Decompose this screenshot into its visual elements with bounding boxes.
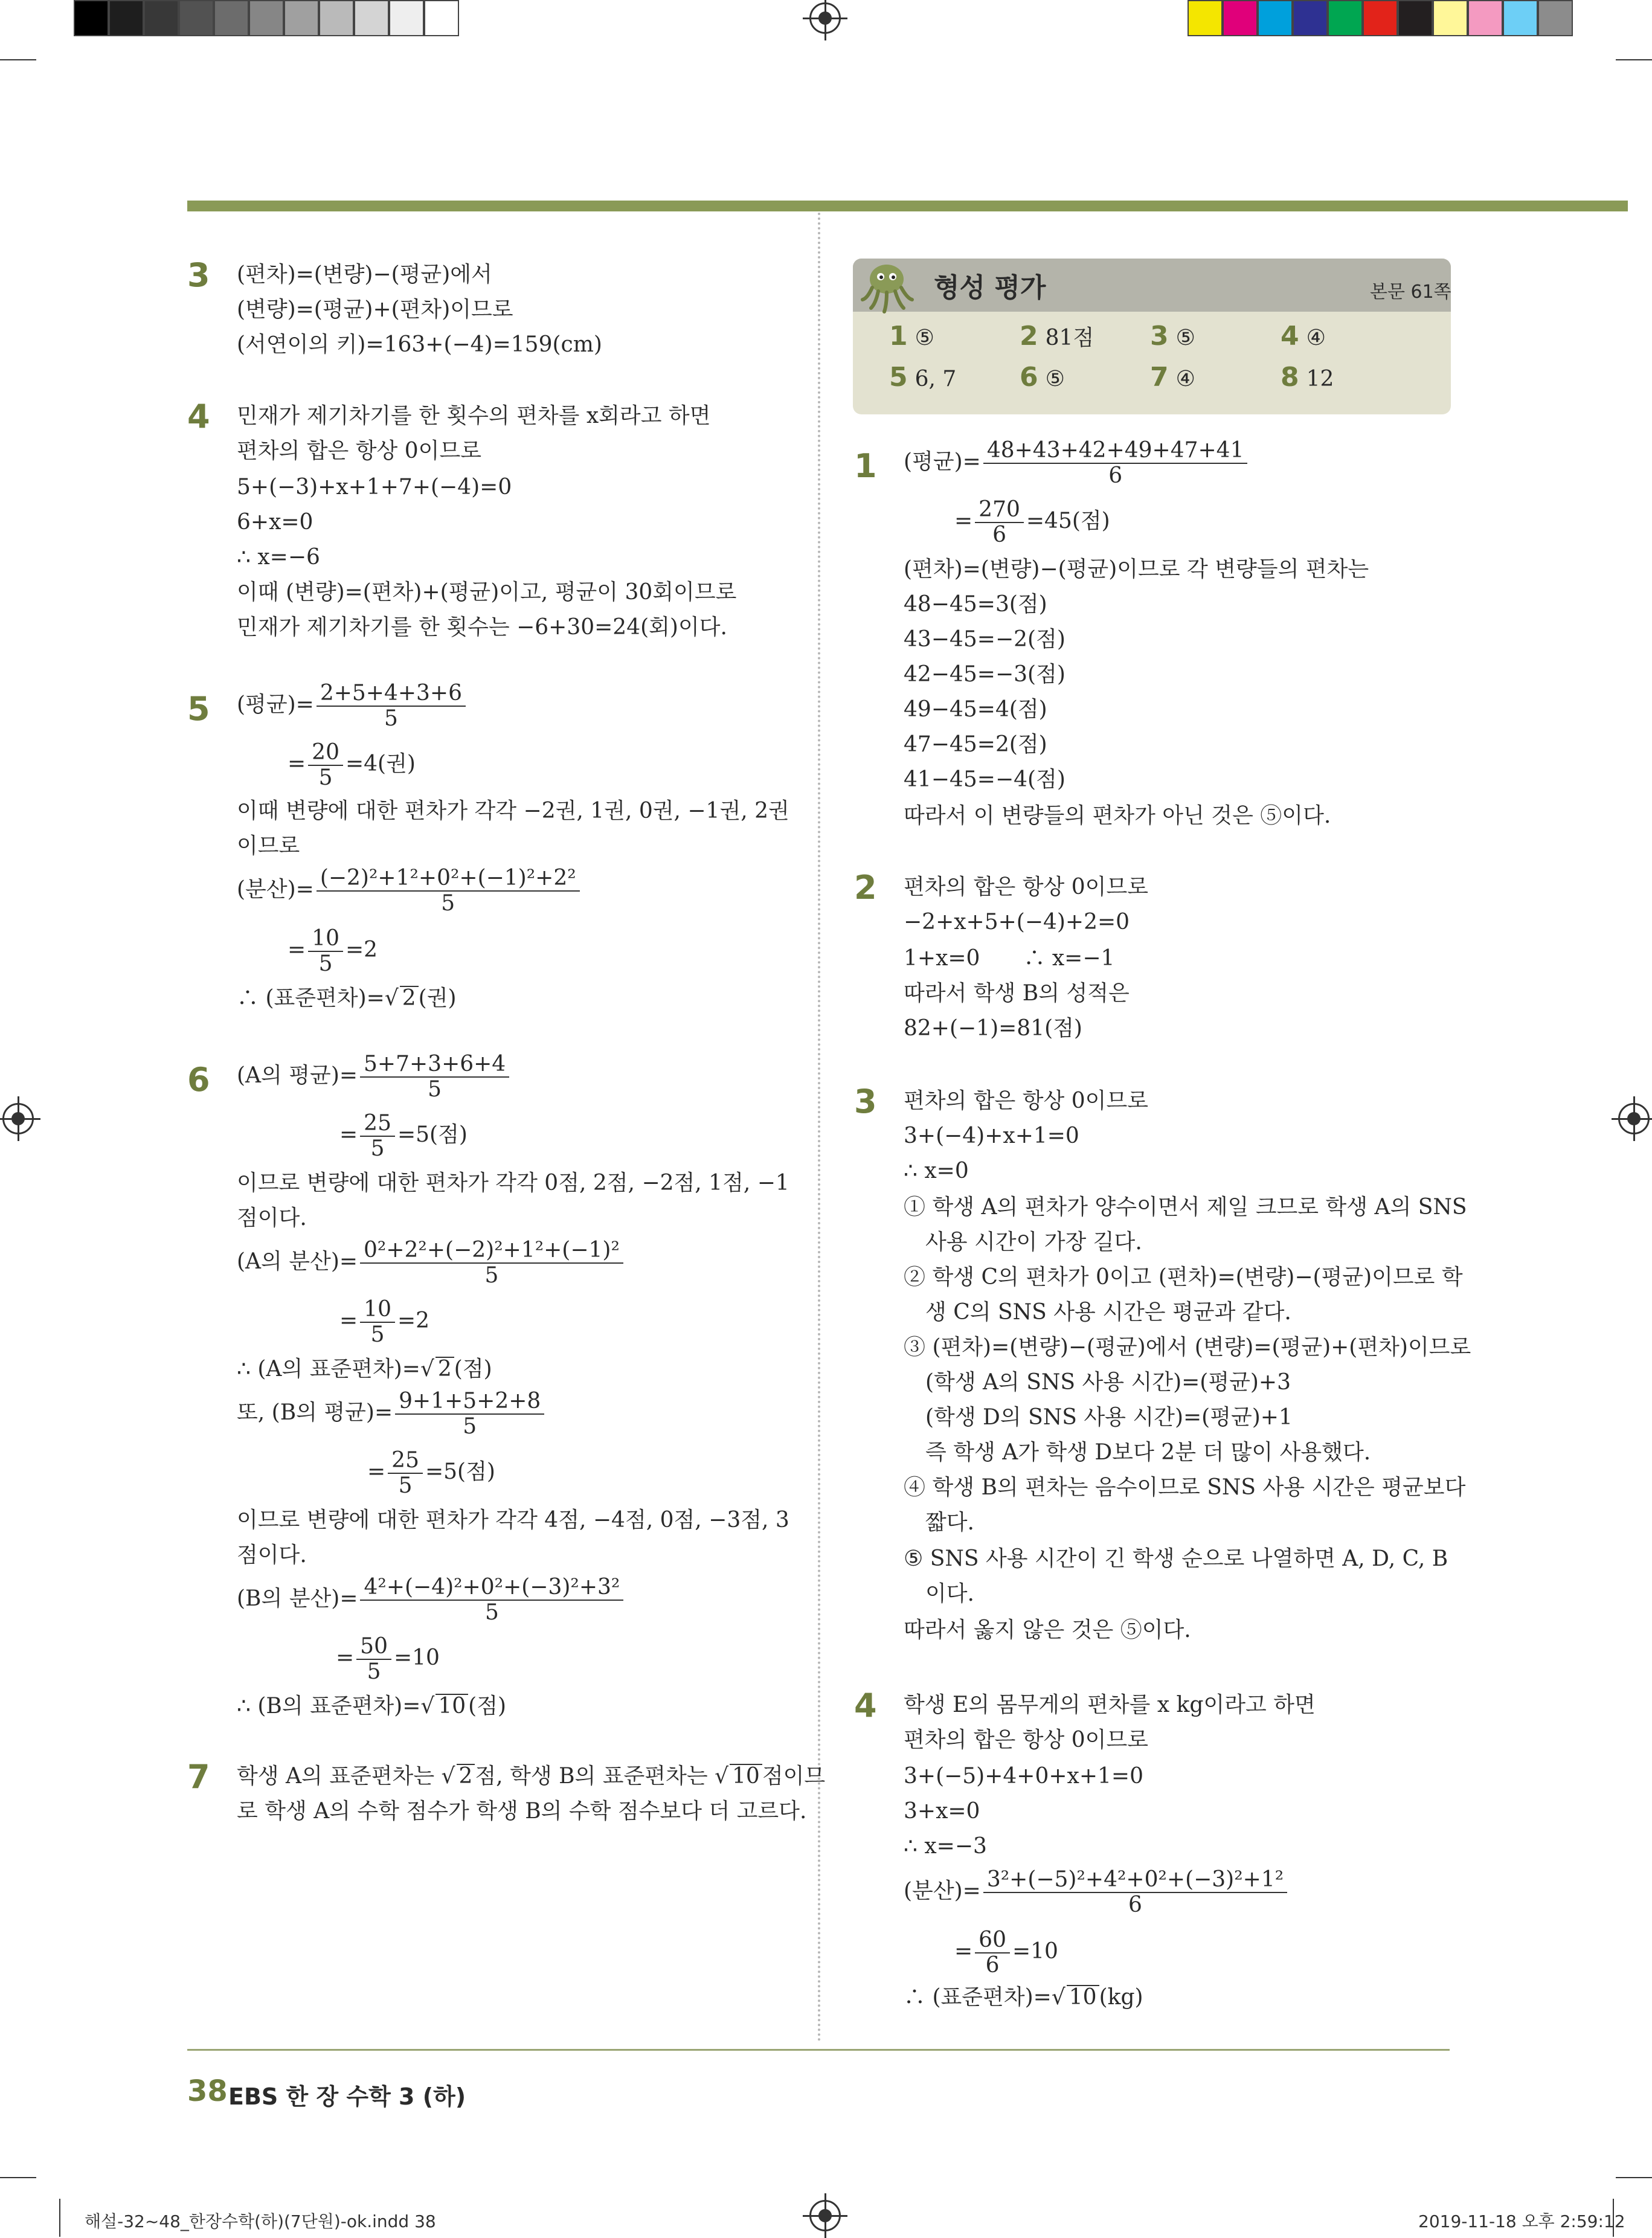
numerator: 270 <box>975 498 1024 523</box>
numerator: 60 <box>975 1928 1010 1953</box>
equation-lhs: (A의 분산)= <box>237 1249 358 1274</box>
equation-line <box>237 681 468 731</box>
text-line: 3+x=0 <box>904 1799 980 1824</box>
answer-number: 7 <box>1150 362 1169 393</box>
denominator: 5 <box>370 1322 385 1347</box>
text-line: 따라서 학생 B의 성적은 <box>904 981 1130 1006</box>
answer-number: 4 <box>1281 321 1299 352</box>
equation-rhs: =5(점) <box>425 1459 495 1484</box>
text-line: 점이다. <box>237 1543 307 1568</box>
answer-value: 6, 7 <box>914 367 957 391</box>
denominator: 6 <box>985 1953 1000 1978</box>
equals-sign: = <box>288 751 306 776</box>
text-segment: 학생 A의 표준편차는 <box>237 1764 442 1789</box>
text-line: 3+(−4)+x+1=0 <box>904 1124 1079 1148</box>
numerator: (−2)²+1²+0²+(−1)²+2² <box>317 866 580 892</box>
equation-rhs: =2 <box>345 937 378 962</box>
radicand: 2 <box>457 1764 475 1788</box>
equation-line <box>237 1691 506 1722</box>
text-line: 1+x=0 ∴ x=−1 <box>904 946 1115 971</box>
problem-number: 2 <box>854 869 877 907</box>
text-line <box>237 1761 825 1792</box>
crop-mark <box>0 59 36 60</box>
color-swatch <box>1223 0 1258 36</box>
numerator: 0²+2²+(−2)²+1²+(−1)² <box>360 1238 623 1264</box>
equation-lhs: ∴ (B의 표준편차)= <box>237 1694 421 1719</box>
crop-mark <box>1616 59 1652 60</box>
fraction <box>356 1635 391 1684</box>
equation-line <box>339 1297 429 1347</box>
equation-lhs: 또, (B의 평균)= <box>237 1400 393 1425</box>
radical-sign: √ <box>384 986 399 1011</box>
fraction <box>317 866 580 916</box>
answer-value: 81점 <box>1045 326 1094 350</box>
equals-sign: = <box>954 1939 973 1964</box>
equation-line <box>904 439 1250 488</box>
text-line: 점이다. <box>237 1206 307 1230</box>
answer-number: 5 <box>889 362 908 393</box>
answer-value: 12 <box>1306 367 1334 391</box>
answer-number: 6 <box>1020 362 1038 393</box>
equals-sign: = <box>954 509 973 533</box>
color-swatch <box>284 0 319 36</box>
fraction <box>983 1868 1287 1917</box>
equation-rhs: =45(점) <box>1026 509 1110 533</box>
equals-sign: = <box>288 937 306 962</box>
numerator: 25 <box>360 1111 395 1137</box>
denominator: 6 <box>992 523 1006 547</box>
text-line: 로 학생 A의 수학 점수가 학생 B의 수학 점수보다 더 고르다. <box>237 1799 807 1824</box>
text-line: ③ (편차)=(변량)−(평균)에서 (변량)=(평균)+(편차)이므로 <box>904 1335 1471 1360</box>
fraction <box>360 1297 395 1347</box>
equation-rhs: =4(권) <box>345 751 416 776</box>
text-line: 학생 E의 몸무게의 편차를 x kg이라고 하면 <box>904 1693 1316 1717</box>
equation-line <box>339 1111 468 1161</box>
registration-mark-bottom <box>809 2200 841 2231</box>
equation-lhs: (평균)= <box>237 692 314 717</box>
text-line: 48−45=3(점) <box>904 592 1047 617</box>
equation-lhs: (분산)= <box>237 877 314 902</box>
text-line: 41−45=−4(점) <box>904 767 1065 792</box>
answer-value: ⑤ <box>1175 326 1195 350</box>
text-line: ∴ x=−3 <box>904 1834 987 1859</box>
answer-item <box>1020 362 1065 394</box>
footer-rule <box>187 2049 1450 2051</box>
radicand: 10 <box>435 1694 468 1718</box>
numerator: 3²+(−5)²+4²+0²+(−3)²+1² <box>983 1868 1287 1893</box>
equation-lhs: ∴ (표준편차)= <box>904 1985 1052 2010</box>
crop-mark <box>0 2177 36 2178</box>
text-line: 이다. <box>904 1581 974 1606</box>
text-line: ④ 학생 B의 편차는 음수이므로 SNS 사용 시간은 평균보다 <box>904 1475 1466 1500</box>
text-line: 42−45=−3(점) <box>904 662 1065 687</box>
equation-rhs: =10 <box>1012 1939 1058 1964</box>
color-swatch <box>109 0 144 36</box>
unit: (점) <box>468 1694 507 1719</box>
answer-value: ④ <box>1306 326 1326 350</box>
color-swatch <box>179 0 214 36</box>
fraction <box>388 1449 423 1498</box>
radicand: 10 <box>730 1764 762 1788</box>
radical-sign: √ <box>441 1764 455 1789</box>
equation-line <box>904 1868 1290 1917</box>
page-reference: 본문 61쪽 <box>1370 281 1451 303</box>
text-line: 민재가 제기차기를 한 횟수는 −6+30=24(회)이다. <box>237 615 727 640</box>
equation-rhs: =5(점) <box>397 1122 468 1147</box>
equation-line <box>237 1354 492 1384</box>
color-swatch <box>1293 0 1328 36</box>
radical-sign: √ <box>420 1694 435 1719</box>
text-line: ① 학생 A의 편차가 양수이면서 제일 크므로 학생 A의 SNS <box>904 1195 1467 1220</box>
fraction <box>308 927 343 976</box>
color-swatch <box>354 0 389 36</box>
answer-item <box>1020 321 1094 353</box>
equation-line <box>237 1575 626 1625</box>
denominator: 5 <box>463 1414 477 1439</box>
text-line: 이므로 변량에 대한 편차가 각각 0점, 2점, −2점, 1점, −1 <box>237 1171 789 1195</box>
radicand: 2 <box>400 986 419 1010</box>
color-swatch <box>319 0 354 36</box>
text-segment: 점이므 <box>762 1764 826 1789</box>
crop-mark <box>1616 2177 1652 2178</box>
answer-value: ⑤ <box>1045 367 1065 391</box>
text-line: −2+x+5+(−4)+2=0 <box>904 910 1130 934</box>
crop-mark <box>59 2199 60 2237</box>
equation-line <box>367 1449 495 1498</box>
text-line: ② 학생 C의 편차가 0이고 (편차)=(변량)−(평균)이므로 학 <box>904 1265 1463 1290</box>
text-line: 이므로 변량에 대한 편차가 각각 4점, −4점, 0점, −3점, 3 <box>237 1508 789 1532</box>
color-swatch <box>1503 0 1538 36</box>
text-line: 사용 시간이 가장 길다. <box>904 1230 1142 1255</box>
numerator: 25 <box>388 1449 423 1474</box>
page-number: 38 <box>187 2074 228 2108</box>
denominator: 5 <box>384 706 398 731</box>
radical-sign: √ <box>1051 1985 1065 2010</box>
numerator: 5+7+3+6+4 <box>360 1052 509 1078</box>
numerator: 10 <box>308 927 343 952</box>
numerator: 2+5+4+3+6 <box>317 681 466 707</box>
color-swatch <box>1188 0 1223 36</box>
text-line: 5+(−3)+x+1+7+(−4)=0 <box>237 475 512 500</box>
fraction <box>360 1238 623 1288</box>
fraction <box>360 1111 395 1161</box>
answer-number: 8 <box>1281 362 1299 393</box>
numerator: 50 <box>356 1635 391 1660</box>
color-swatch <box>214 0 249 36</box>
text-line: 즉 학생 A가 학생 D보다 2분 더 많이 사용했다. <box>904 1440 1371 1465</box>
date-slug: 2019-11-18 오후 2:59:12 <box>1418 2211 1625 2231</box>
numerator: 9+1+5+2+8 <box>395 1389 544 1415</box>
unit: (점) <box>454 1357 492 1381</box>
fraction <box>360 1575 623 1625</box>
text-line: 47−45=2(점) <box>904 732 1047 757</box>
book-title: EBS 한 장 수학 3 (하) <box>228 2083 466 2110</box>
denominator: 5 <box>318 951 333 976</box>
answer-number: 1 <box>889 321 908 352</box>
text-line: 이므로 <box>237 834 300 858</box>
equation-line <box>237 1052 512 1102</box>
fraction <box>317 681 466 731</box>
text-line: ⑤ SNS 사용 시간이 긴 학생 순으로 나열하면 A, D, C, B <box>904 1546 1448 1571</box>
text-line: 짧다. <box>904 1510 974 1535</box>
text-line: (서연이의 키)=163+(−4)=159(cm) <box>237 332 602 357</box>
text-line: (편차)=(변량)−(평균)에서 <box>237 262 492 287</box>
problem-number: 1 <box>854 447 877 485</box>
text-line: 따라서 이 변량들의 편차가 아닌 것은 ⑤이다. <box>904 803 1331 828</box>
answer-value: ⑤ <box>914 326 934 350</box>
denominator: 5 <box>318 765 333 790</box>
text-line: 이때 변량에 대한 편차가 각각 −2권, 1권, 0권, −1권, 2권 <box>237 799 789 823</box>
fraction <box>975 498 1024 547</box>
answer-item <box>1150 321 1195 353</box>
problem-number: 5 <box>187 690 210 728</box>
denominator: 5 <box>370 1136 385 1161</box>
text-line: 편차의 합은 항상 0이므로 <box>904 1728 1148 1752</box>
answer-number: 2 <box>1020 321 1038 352</box>
denominator: 5 <box>484 1263 499 1288</box>
fraction <box>395 1389 544 1439</box>
radical-sign: √ <box>420 1357 434 1381</box>
text-line: ∴ x=0 <box>904 1159 969 1183</box>
octopus-mascot-icon <box>857 256 917 317</box>
unit: (kg) <box>1099 1985 1143 2010</box>
color-swatch <box>424 0 459 36</box>
file-slug: 해설-32~48_한장수학(하)(7단원)-ok.indd 38 <box>85 2211 436 2231</box>
equation-lhs: (A의 평균)= <box>237 1063 358 1088</box>
color-swatch <box>74 0 109 36</box>
equation-line <box>954 1928 1058 1978</box>
equation-line <box>237 866 582 916</box>
color-swatch <box>1433 0 1468 36</box>
problem-number: 4 <box>187 397 210 436</box>
denominator: 5 <box>398 1473 413 1498</box>
text-line: (편차)=(변량)−(평균)이므로 각 변량들의 편차는 <box>904 557 1369 582</box>
numerator: 4²+(−4)²+0²+(−3)²+3² <box>360 1575 623 1601</box>
radicand: 2 <box>435 1357 454 1381</box>
color-swatch <box>1328 0 1363 36</box>
problem-number: 3 <box>187 256 210 294</box>
text-segment: 점, 학생 B의 표준편차는 <box>475 1764 715 1789</box>
equation-lhs: ∴ (A의 표준편차)= <box>237 1357 420 1381</box>
header-rule <box>187 201 1628 211</box>
formative-assessment-title: 형성 평가 <box>934 272 1046 303</box>
denominator: 6 <box>1108 463 1123 488</box>
text-line: (학생 A의 SNS 사용 시간)=(평균)+3 <box>904 1370 1291 1395</box>
registration-mark-top <box>809 2 841 34</box>
text-line: 편차의 합은 항상 0이므로 <box>237 439 481 463</box>
fraction <box>975 1928 1010 1978</box>
equals-sign: = <box>339 1308 358 1333</box>
equation-line <box>336 1635 440 1684</box>
equation-line <box>288 741 416 790</box>
equation-rhs: =10 <box>393 1645 440 1670</box>
problem-number: 4 <box>854 1687 877 1725</box>
answer-item <box>889 321 934 353</box>
color-swatch <box>144 0 179 36</box>
text-line: ∴ x=−6 <box>237 545 320 570</box>
equation-line <box>237 983 457 1014</box>
fraction <box>308 741 343 790</box>
denominator: 6 <box>1128 1892 1142 1917</box>
answer-value: ④ <box>1175 367 1195 391</box>
equation-lhs: ∴ (표준편차)= <box>237 986 385 1011</box>
color-swatch <box>249 0 284 36</box>
text-line: 49−45=4(점) <box>904 697 1047 722</box>
denominator: 5 <box>428 1077 442 1102</box>
equation-line <box>288 927 378 976</box>
numerator: 48+43+42+49+47+41 <box>983 439 1248 464</box>
denominator: 5 <box>441 891 455 916</box>
color-swatch <box>1538 0 1573 36</box>
text-line: 편차의 합은 항상 0이므로 <box>904 875 1148 899</box>
equals-sign: = <box>339 1122 358 1147</box>
text-line: 따라서 옳지 않은 것은 ⑤이다. <box>904 1618 1191 1642</box>
equation-lhs: (분산)= <box>904 1879 981 1903</box>
text-line: 6+x=0 <box>237 510 313 535</box>
equals-sign: = <box>336 1645 355 1670</box>
color-swatch <box>389 0 424 36</box>
equation-line <box>954 498 1110 547</box>
text-line: (학생 D의 SNS 사용 시간)=(평균)+1 <box>904 1405 1293 1430</box>
denominator: 5 <box>484 1600 499 1625</box>
equation-lhs: (B의 분산)= <box>237 1586 358 1611</box>
text-line: 3+(−5)+4+0+x+1=0 <box>904 1764 1143 1789</box>
answer-item <box>889 362 956 394</box>
unit: (권) <box>418 986 457 1011</box>
registration-mark-left <box>2 1103 34 1134</box>
text-line: 이때 (변량)=(편차)+(평균)이고, 평균이 30회이므로 <box>237 580 737 605</box>
text-line: 43−45=−2(점) <box>904 627 1065 652</box>
equation-rhs: =2 <box>397 1308 430 1333</box>
text-line: 82+(−1)=81(점) <box>904 1016 1082 1041</box>
numerator: 10 <box>360 1297 395 1323</box>
answer-item <box>1281 321 1326 353</box>
denominator: 5 <box>367 1659 381 1684</box>
color-swatch <box>1398 0 1433 36</box>
equation-line <box>237 1389 547 1439</box>
text-line: 생 C의 SNS 사용 시간은 평균과 같다. <box>904 1300 1291 1325</box>
equation-lhs: (평균)= <box>904 449 981 474</box>
fraction <box>360 1052 509 1102</box>
answer-number: 3 <box>1150 321 1169 352</box>
radical-sign: √ <box>715 1764 729 1789</box>
problem-number: 6 <box>187 1061 210 1099</box>
problem-number: 7 <box>187 1758 210 1796</box>
equation-line <box>237 1238 626 1288</box>
color-swatch <box>1258 0 1293 36</box>
text-line: 편차의 합은 항상 0이므로 <box>904 1088 1148 1113</box>
registration-mark-right <box>1618 1103 1650 1134</box>
text-line: (변량)=(평균)+(편차)이므로 <box>237 297 513 322</box>
equals-sign: = <box>367 1459 386 1484</box>
equation-line <box>904 1982 1143 2013</box>
color-swatch <box>1363 0 1398 36</box>
numerator: 20 <box>308 741 343 766</box>
answer-item <box>1150 362 1195 394</box>
radicand: 10 <box>1067 1985 1099 2009</box>
problem-number: 3 <box>854 1082 877 1121</box>
fraction <box>983 439 1248 488</box>
answer-item <box>1281 362 1334 394</box>
text-line: 민재가 제기차기를 한 횟수의 편차를 x회라고 하면 <box>237 404 711 428</box>
color-swatch <box>1468 0 1503 36</box>
